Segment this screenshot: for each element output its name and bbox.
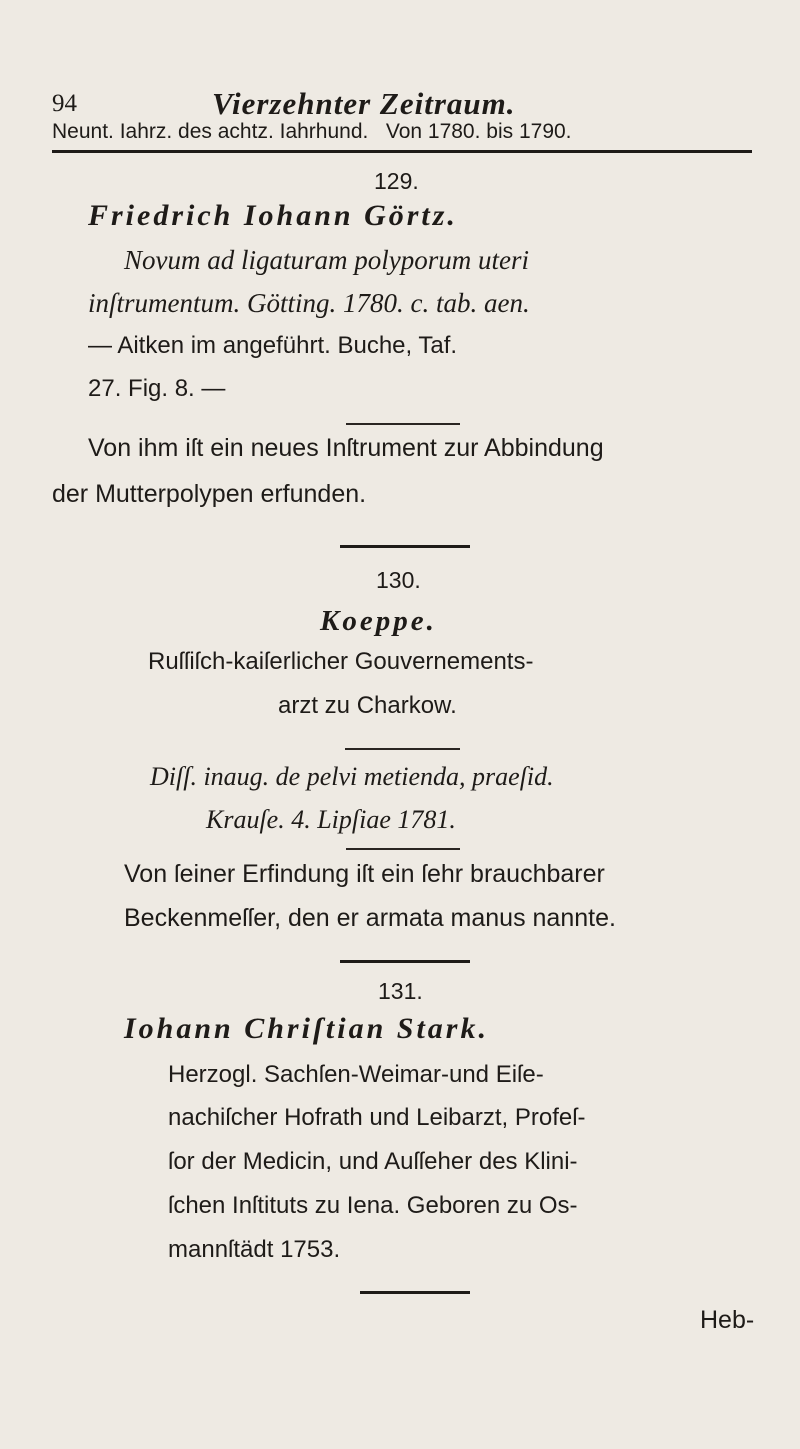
entry-affiliation-line: ſor der Medicin, und Auſſeher des Klini- [168, 1148, 578, 1175]
entry-bib-line: Novum ad ligaturam polyporum uteri [124, 245, 529, 275]
section-rule [346, 848, 460, 850]
entry-affiliation-line: Ruſſiſch-kaiſerlicher Gouvernements- [148, 648, 534, 675]
header-subtitle: Neunt. Iahrz. des achtz. Iahrhund. Von 1780. bis 1790. [52, 120, 572, 143]
entry-affiliation-line: nachiſcher Hofrath und Leibarzt, Profeſ- [168, 1104, 586, 1131]
catchword: Heb- [700, 1306, 755, 1334]
entry-description-line: der Mutterpolypen erfunden. [52, 480, 367, 508]
entry-name-130: Koeppe. [320, 605, 437, 637]
entry-description-line: Beckenmeſſer, den er armata manus nannte. [124, 904, 616, 932]
entry-number-131: 131. [378, 978, 423, 1004]
page-number: 94 [52, 90, 77, 117]
entry-affiliation-line: Herzogl. Sachſen-Weimar-und Eiſe- [168, 1061, 544, 1088]
entry-number-129: 129. [374, 168, 419, 194]
entry-number-130: 130. [376, 567, 421, 593]
entry-bib-line: Krauſe. 4. Lipſiae 1781. [206, 805, 456, 834]
entry-bib-line: inſtrumentum. Götting. 1780. c. tab. aen. [88, 288, 530, 318]
entry-separator [340, 545, 470, 548]
entry-name-131: Iohann Chriſtian Stark. [124, 1012, 489, 1045]
entry-affiliation-line: ſchen Inſtituts zu Iena. Geboren zu Os- [168, 1192, 578, 1219]
entry-bib-line: — Aitken im angeführt. Buche, Taf. [88, 332, 458, 359]
entry-description-line: Von ihm iſt ein neues Inſtrument zur Abbindung [88, 434, 604, 462]
section-rule [346, 423, 460, 425]
entry-name-129: Friedrich Iohann Görtz. [88, 199, 458, 232]
section-rule [345, 748, 460, 750]
entry-bib-line: Diſſ. inaug. de pelvi metienda, praeſid. [150, 762, 554, 791]
header-rule [52, 150, 752, 153]
entry-description-line: Von ſeiner Erfindung iſt ein ſehr brauchbarer [124, 860, 605, 888]
entry-affiliation-line: mannſtädt 1753. [168, 1236, 341, 1263]
entry-separator [360, 1291, 470, 1294]
running-title: Vierzehnter Zeitraum. [212, 86, 516, 121]
entry-bib-line: 27. Fig. 8. — [88, 375, 226, 402]
entry-separator [340, 960, 470, 963]
entry-affiliation-line: arzt zu Charkow. [278, 692, 457, 719]
